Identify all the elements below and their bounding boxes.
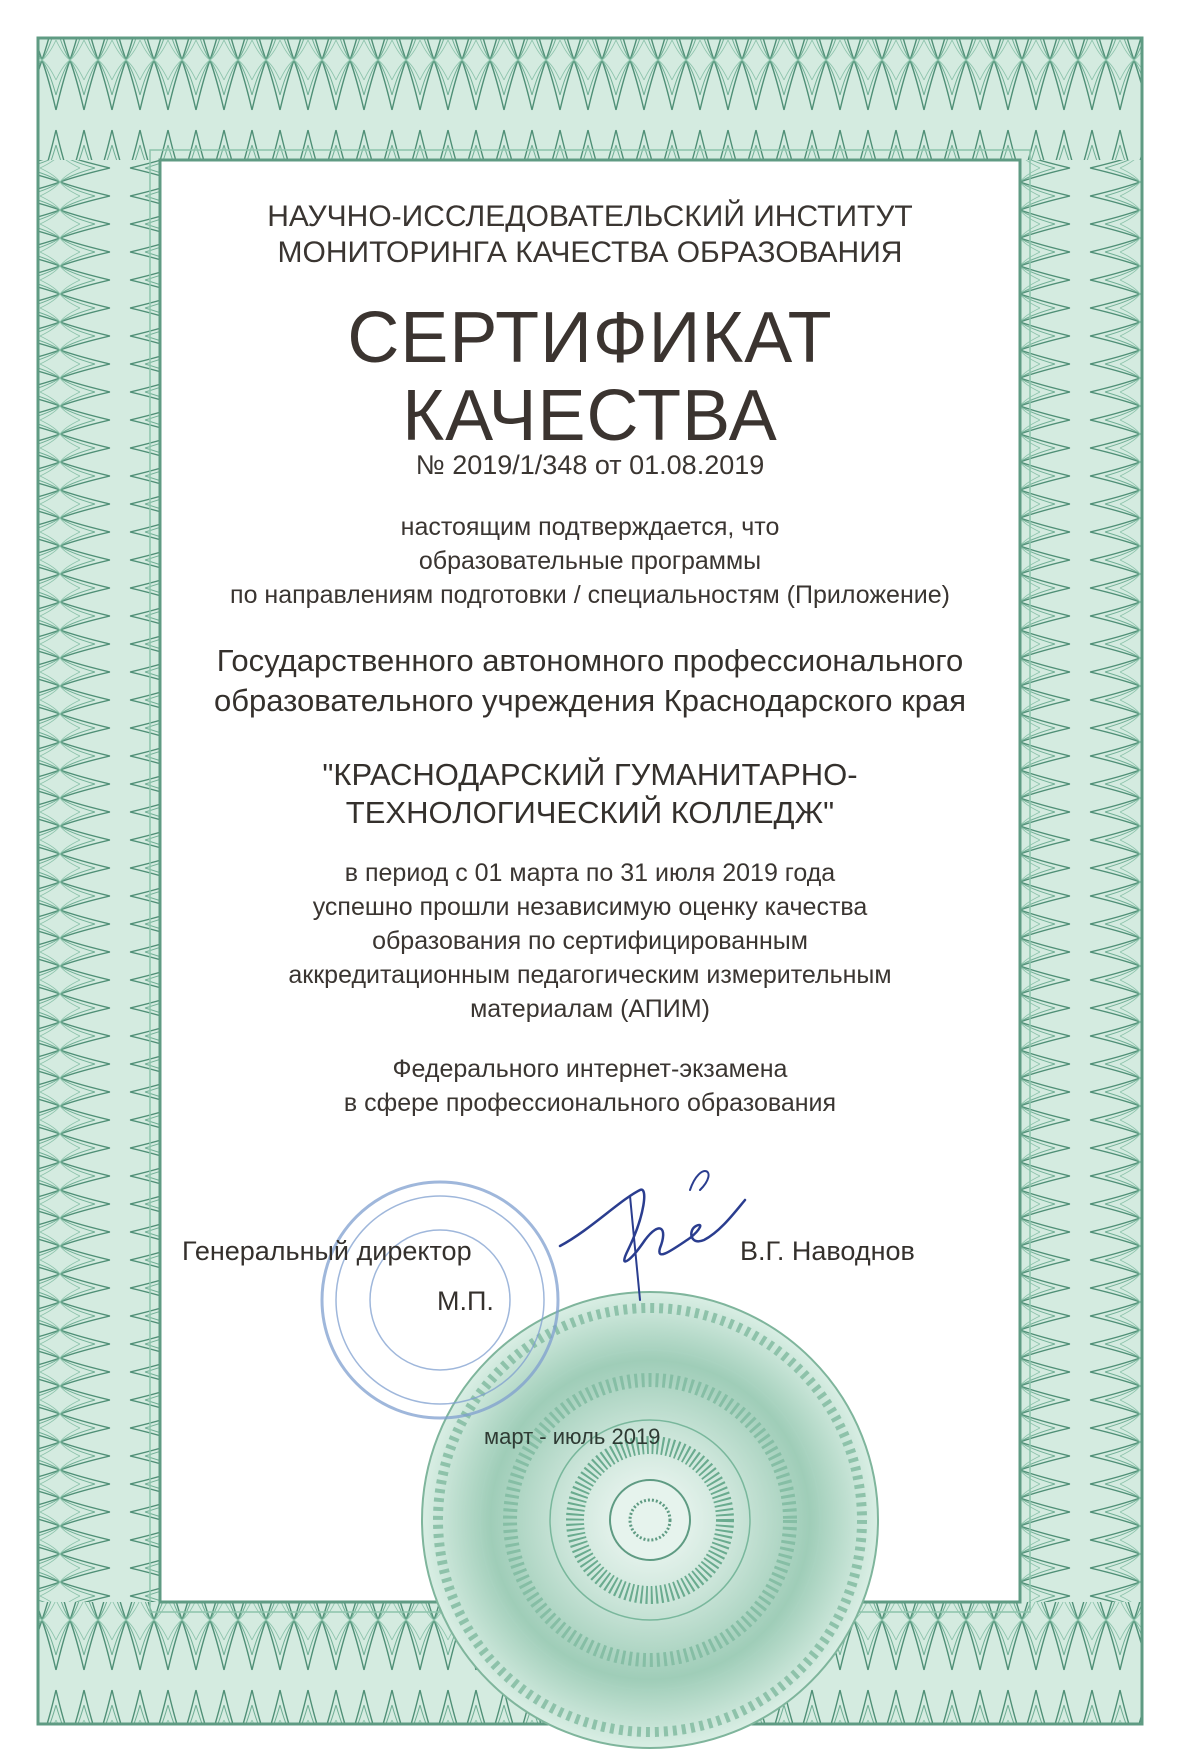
assessment-line4: аккредитационным педагогическим измерительным: [288, 961, 892, 989]
assessment-line5: материалам (АПИМ): [470, 995, 710, 1023]
seal-date: март - июль 2019: [484, 1424, 661, 1449]
signatory-name: В.Г. Наводнов: [740, 1236, 915, 1266]
organization-type-line1: Государственного автономного профессионального: [216, 643, 964, 678]
institute-name-line2: МОНИТОРИНГА КАЧЕСТВА ОБРАЗОВАНИЯ: [277, 236, 903, 269]
confirmation-line1: настоящим подтверждается, что: [400, 513, 780, 541]
signatory-position: Генеральный директор: [182, 1236, 472, 1266]
confirmation-line3: по направлениям подготовки / специальностям (Приложение): [230, 581, 950, 609]
seal-rosette: [422, 1292, 878, 1748]
certificate-number: № 2019/1/348 от 01.08.2019: [415, 450, 765, 480]
certificate-title-line2: КАЧЕСТВА: [402, 376, 778, 456]
organization-name-line1: "КРАСНОДАРСКИЙ ГУМАНИТАРНО-: [322, 757, 858, 792]
exam-line1: Федерального интернет-экзамена: [392, 1055, 788, 1083]
assessment-line1: в период с 01 марта по 31 июля 2019 года: [344, 859, 836, 887]
assessment-line2: успешно прошли независимую оценку качества: [312, 893, 868, 921]
stamp-place-label: М.П.: [437, 1286, 494, 1316]
institute-name-line1: НАУЧНО-ИССЛЕДОВАТЕЛЬСКИЙ ИНСТИТУТ: [267, 200, 913, 233]
assessment-line3: образования по сертифицированным: [372, 927, 808, 955]
organization-type-line2: образовательного учреждения Краснодарского края: [214, 683, 966, 718]
certificate-title-line1: СЕРТИФИКАТ: [347, 298, 833, 378]
exam-line2: в сфере профессионального образования: [343, 1089, 837, 1117]
confirmation-line2: образовательные программы: [418, 547, 762, 575]
organization-name-line2: ТЕХНОЛОГИЧЕСКИЙ КОЛЛЕДЖ": [345, 795, 835, 830]
